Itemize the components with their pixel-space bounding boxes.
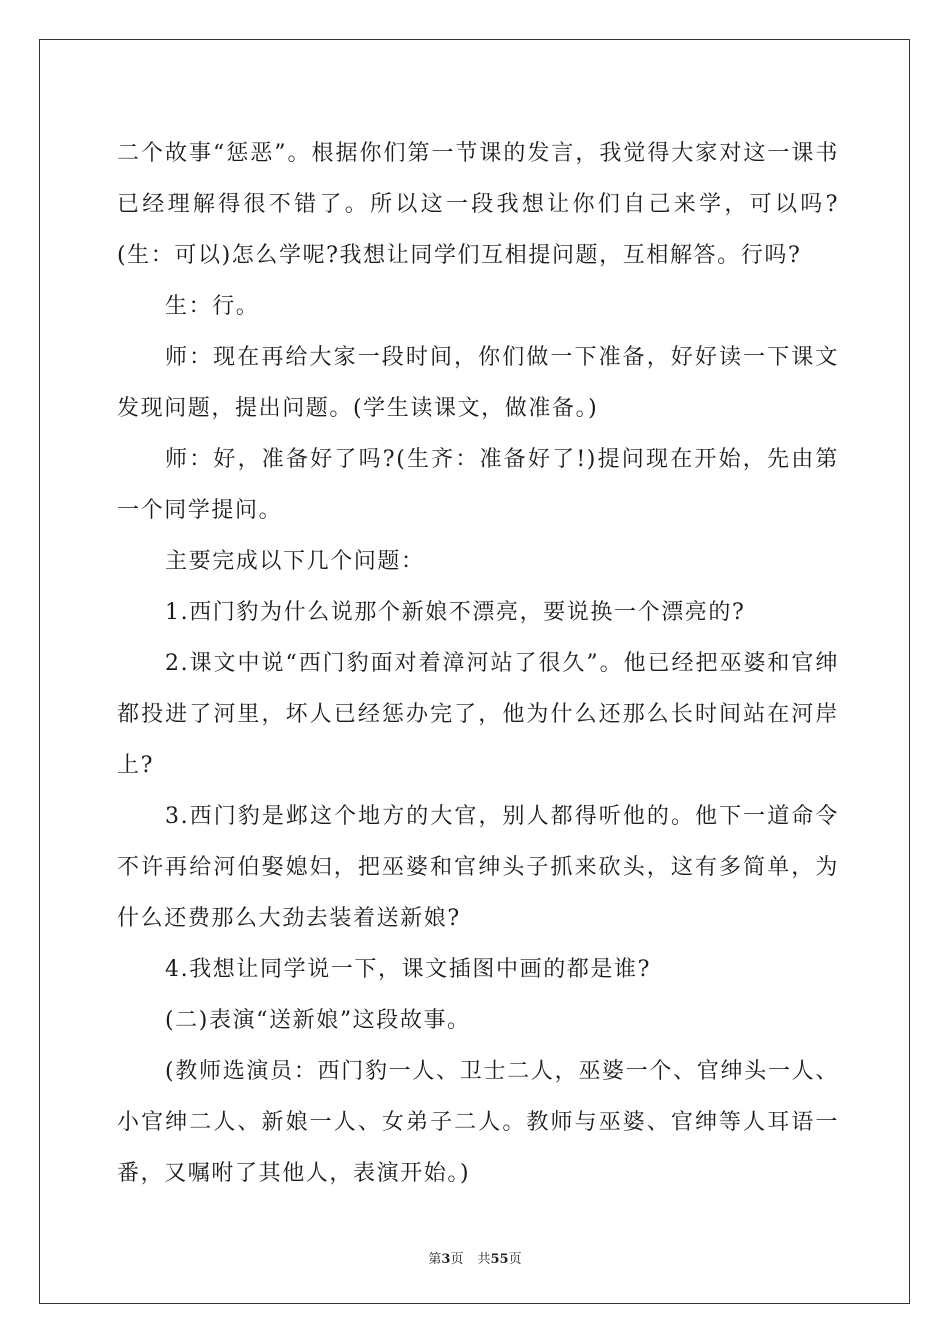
paragraph: 师：好，准备好了吗?(生齐：准备好了!)提问现在开始，先由第一个同学提问。 [117, 447, 839, 523]
document-body [117, 128, 839, 1199]
total-label-suffix: 页 [508, 1252, 522, 1267]
page-label-suffix: 页 [450, 1252, 464, 1267]
paragraph: 师：现在再给大家一段时间，你们做一下准备，好好读一下课文发现问题，提出问题。(学生读课文，做准备。) [117, 345, 839, 421]
paragraph: 主要完成以下几个问题： [165, 549, 425, 574]
total-label-prefix: 共 [477, 1252, 491, 1267]
paragraph: (教师选演员：西门豹一人、卫士二人，巫婆一个、官绅头一人、小官绅二人、新娘一人、女弟子二人。教师与巫婆、官绅等人耳语一番，又嘱咐了其他人，表演开始。) [117, 1059, 839, 1186]
question-item: 4.我想让同学说一下，课文插图中画的都是谁? [165, 957, 651, 982]
page-label-prefix: 第 [428, 1252, 442, 1267]
paragraph: 生：行。 [165, 294, 260, 319]
question-item: 3.西门豹是邺这个地方的大官，别人都得听他的。他下一道命令不许再给河伯娶媳妇，把巫婆和官绅头子抓来砍头，这有多简单，为什么还费那么大劲去装着送新娘? [117, 804, 839, 931]
page-footer [0, 1248, 950, 1267]
question-item: 1.西门豹为什么说那个新娘不漂亮，要说换一个漂亮的? [165, 600, 746, 625]
section-heading: (二)表演“送新娘”这段故事。 [165, 1008, 471, 1033]
page-number: 3 [441, 1252, 451, 1267]
total-pages: 55 [490, 1252, 509, 1267]
paragraph: 二个故事“惩恶”。根据你们第一节课的发言，我觉得大家对这一课书已经理解得很不错了。所以这一段我想让你们自己来学，可以吗?(生：可以)怎么学呢?我想让同学们互相提问题，互相解答。行吗? [117, 141, 839, 268]
question-item: 2.课文中说“西门豹面对着漳河站了很久”。他已经把巫婆和官绅都投进了河里，坏人已经惩办完了，他为什么还那么长时间站在河岸上? [117, 651, 839, 778]
